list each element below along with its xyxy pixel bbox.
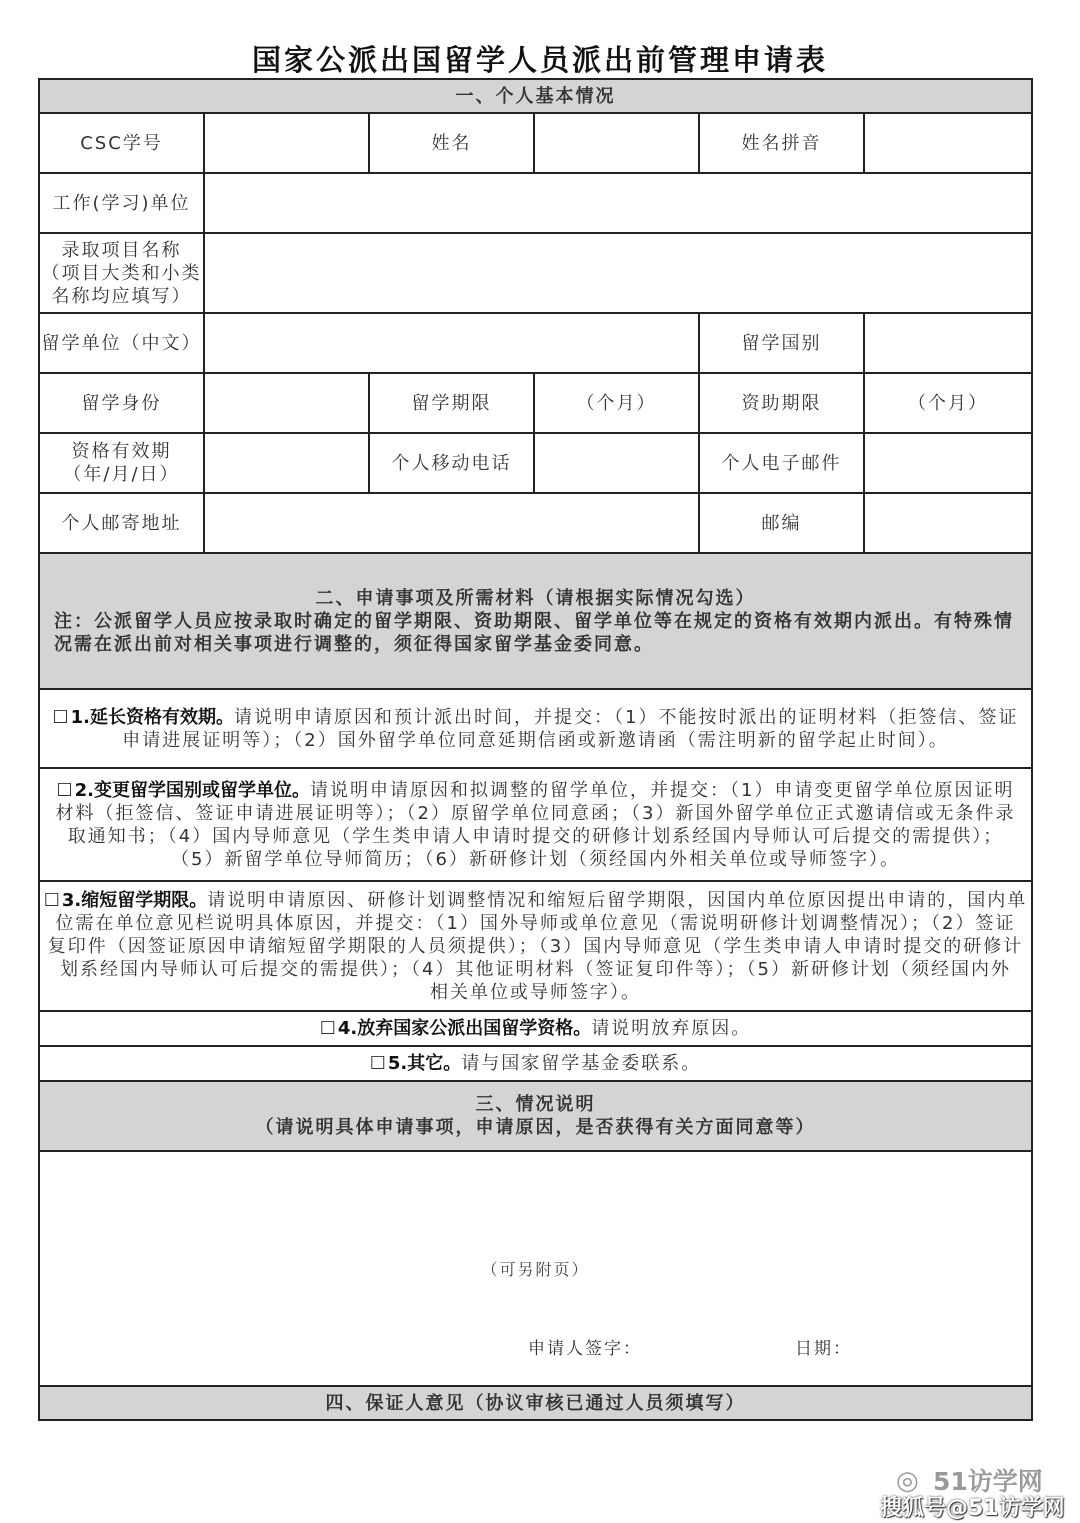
section4-heading: 四、保证人意见（协议审核已通过人员须填写） (39, 1386, 1032, 1420)
host-country-field[interactable] (864, 313, 1032, 373)
appendix-note: （可另附页） (481, 1260, 590, 1279)
host-institution-label: 留学单位（中文） (39, 313, 204, 373)
host-institution-field[interactable] (204, 313, 699, 373)
checkbox-other[interactable]: ☐ (369, 1053, 388, 1074)
item-extend-validity (39, 689, 1032, 768)
work-unit-label: 工作(学习)单位 (39, 173, 204, 233)
name-pinyin-field[interactable] (864, 113, 1032, 173)
funding-period-label: 资助期限 (699, 373, 864, 433)
project-name-field[interactable] (204, 233, 1032, 313)
item-line: 请与国家留学基金委联系。 (461, 1053, 702, 1074)
situation-description-field[interactable] (39, 1151, 1032, 1386)
project-name-line: （项目大类和小类 (41, 262, 202, 284)
study-period-field[interactable]: （个月） (534, 373, 699, 433)
csc-id-label: CSC学号 (39, 113, 204, 173)
checkbox-change-institution[interactable]: ☐ (56, 779, 75, 801)
item-other (39, 1046, 1032, 1081)
mobile-field[interactable] (534, 433, 699, 493)
item-change-institution (39, 768, 1032, 881)
study-status-label: 留学身份 (39, 373, 204, 433)
item-line: 请说明申请原因、研修计划调整情况和缩短后留学期限，因国内单位原因提出申请的，国内单 (207, 889, 1028, 911)
email-label: 个人电子邮件 (699, 433, 864, 493)
item-give-up (39, 1011, 1032, 1046)
postcode-field[interactable] (864, 493, 1032, 553)
postcode-label: 邮编 (699, 493, 864, 553)
host-country-label: 留学国别 (699, 313, 864, 373)
name-label: 姓名 (369, 113, 534, 173)
item-line: 请说明申请原因和预计派出时间，并提交：（1）不能按时派出的证明材料（拒签信、签证 (234, 706, 1019, 728)
item-line: 划系经国内导师认可后提交的需提供）；（4）其他证明材料（签证复印件等）；（5）新研修计划（须经国内外 (60, 958, 1011, 980)
name-field[interactable] (534, 113, 699, 173)
csc-id-field[interactable] (204, 113, 369, 173)
section1-heading: 一、个人基本情况 (39, 79, 1032, 113)
watermark-sohu: 搜狐号@51访学网 (880, 1496, 1065, 1521)
item-line: 复印件（因签证原因申请缩短留学期限的人员须提供）；（3）国内导师意见（学生类申请人申请时提交的研修计 (47, 935, 1024, 957)
section2-heading: 二、申请事项及所需材料（请根据实际情况勾选） (315, 587, 756, 609)
item-shorten-period (39, 881, 1032, 1011)
item-line: 申请进展证明等）；（2）国外留学单位同意延期信函或新邀请函（需注明新的留学起止时间）。 (122, 729, 949, 751)
item-head: 3.缩短留学期限。 (61, 889, 208, 911)
validity-period-label (39, 433, 204, 493)
watermark-brand: 51访学网 (933, 1467, 1043, 1496)
address-label: 个人邮寄地址 (39, 493, 204, 553)
project-name-label (39, 233, 204, 313)
applicant-signature-label: 申请人签字： (528, 1339, 642, 1359)
checkbox-extend-validity[interactable]: ☐ (52, 706, 71, 728)
study-period-label: 留学期限 (369, 373, 534, 433)
validity-period-line: （年/月/日） (63, 464, 180, 485)
funding-period-field[interactable]: （个月） (864, 373, 1032, 433)
item-head: 4.放弃国家公派出国留学资格。 (337, 1018, 592, 1039)
name-pinyin-label: 姓名拼音 (699, 113, 864, 173)
item-line: 请说明申请原因和拟调整的留学单位，并提交：（1）申请变更留学单位原因证明 (310, 779, 1015, 801)
item-head: 2.变更留学国别或留学单位。 (74, 779, 311, 801)
project-name-line: 名称均应填写） (51, 285, 192, 307)
application-form (38, 78, 1033, 1421)
item-line: 材料（拒签信、签证申请进展证明等）；（2）原留学单位同意函；（3）新国外留学单位正式邀请信或无条件录 (55, 802, 1016, 824)
address-field[interactable] (204, 493, 699, 553)
item-line: 相关单位或导师签字）。 (430, 981, 641, 1003)
section2-note: 注：公派留学人员应按录取时确定的留学期限、资助期限、留学单位等在规定的资格有效期内派出。有特殊情况需在派出前对相关事项进行调整的，须征得国家留学基金委同意。 (54, 610, 1014, 655)
date-label: 日期： (795, 1339, 852, 1359)
item-head: 1.延长资格有效期。 (70, 706, 235, 728)
section2-header (39, 553, 1032, 689)
work-unit-field[interactable] (204, 173, 1032, 233)
section3-heading: 三、情况说明 (475, 1094, 596, 1115)
validity-period-field[interactable] (204, 433, 369, 493)
checkbox-shorten-period[interactable]: ☐ (43, 889, 62, 911)
item-line: 请说明放弃原因。 (591, 1018, 752, 1039)
item-line: 位需在单位意见栏说明具体原因，并提交：（1）国外导师或单位意见（需说明研修计划调整情况）；（2）签证 (55, 912, 1016, 934)
item-line: （5）新留学单位导师简历；（6）新研修计划（须经国内外相关单位或导师签字）。 (171, 848, 900, 870)
section3-subheading: （请说明具体申请事项，申请原因，是否获得有关方面同意等） (255, 1117, 816, 1138)
wechat-icon: ◎ (896, 1466, 919, 1496)
project-name-line: 录取项目名称 (61, 239, 182, 261)
mobile-label: 个人移动电话 (369, 433, 534, 493)
item-line: 取通知书；（4）国内导师意见（学生类申请人申请时提交的研修计划系经国内导师认可后提交的需提供）； (67, 825, 1004, 847)
form-title: 国家公派出国留学人员派出前管理申请表 (251, 43, 828, 77)
section3-header (39, 1081, 1032, 1151)
email-field[interactable] (864, 433, 1032, 493)
validity-period-line: 资格有效期 (71, 441, 172, 462)
item-head: 5.其它。 (387, 1053, 462, 1074)
checkbox-give-up[interactable]: ☐ (319, 1018, 338, 1039)
study-status-field[interactable] (204, 373, 369, 433)
